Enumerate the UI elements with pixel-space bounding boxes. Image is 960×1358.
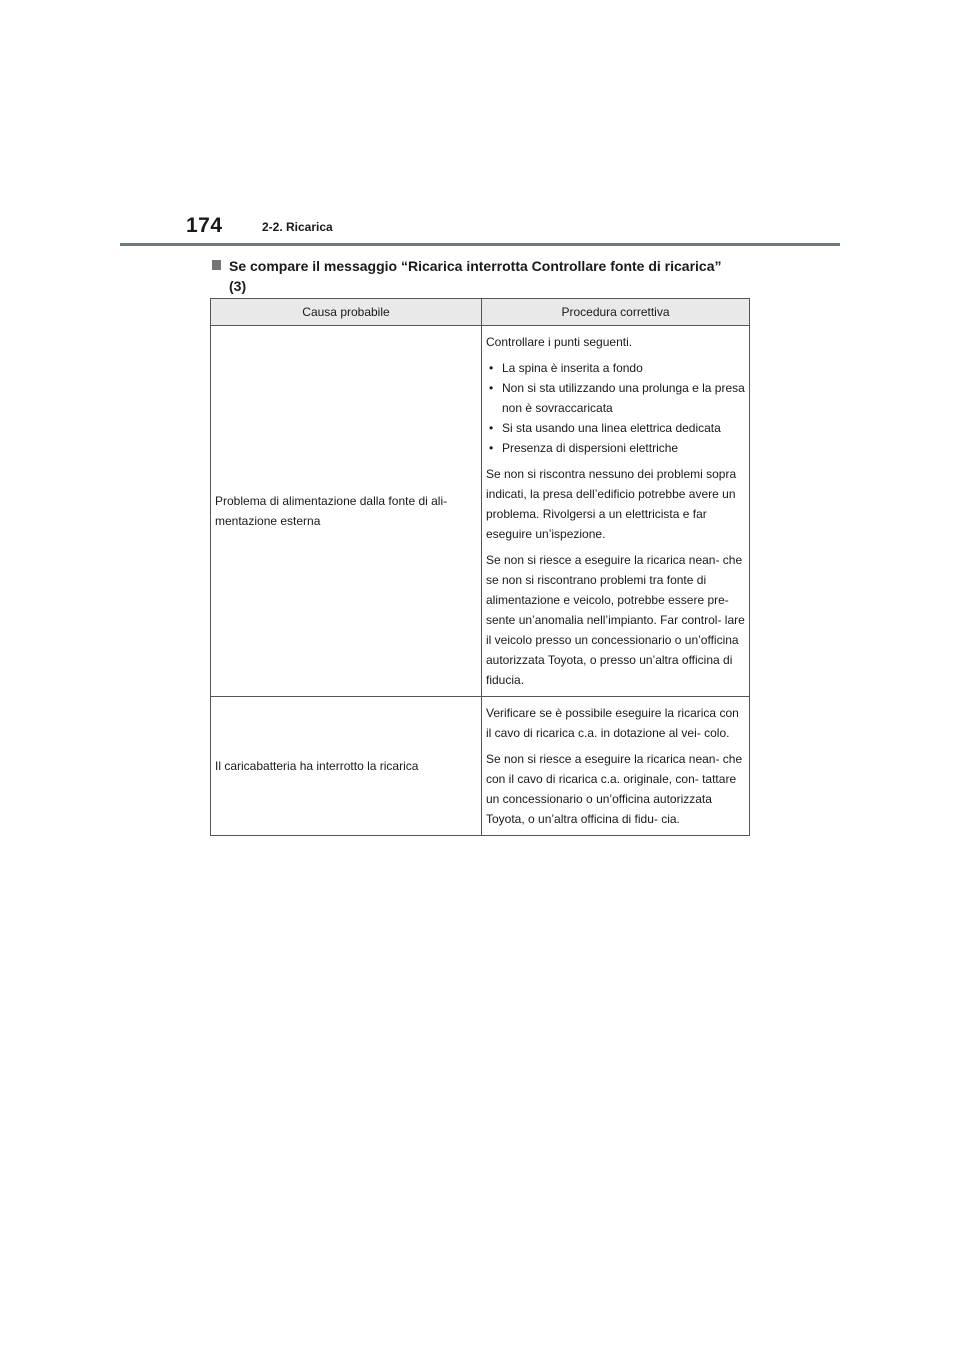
heading-line-2: (3) xyxy=(229,278,247,294)
bullet-dot-icon: • xyxy=(489,441,494,455)
list-item xyxy=(486,418,745,438)
table-row xyxy=(211,326,750,697)
list-item-text: Non si sta utilizzando una prolunga e la presa non è sovraccaricata xyxy=(502,381,745,415)
cause-cell: Il caricabatteria ha interrotto la ricarica xyxy=(211,697,482,836)
check-list xyxy=(486,358,745,458)
procedure-paragraph: Verificare se è possibile eseguire la ricarica con il cavo di ricarica c.a. in dotazione al vei- colo. xyxy=(486,706,739,740)
column-header-cause: Causa probabile xyxy=(211,299,482,326)
list-item-text: Si sta usando una linea elettrica dedicata xyxy=(502,421,721,435)
heading-line-1: Se compare il messaggio “Ricarica interrotta Controllare fonte di ricarica” xyxy=(229,258,722,274)
page-number: 174 xyxy=(186,214,223,237)
square-bullet-icon xyxy=(212,260,221,270)
procedure-cell xyxy=(482,326,750,697)
table-header-row xyxy=(211,299,750,326)
bullet-dot-icon: • xyxy=(489,421,494,435)
header-rule xyxy=(120,243,840,246)
list-item-text: La spina è inserita a fondo xyxy=(502,361,643,375)
troubleshooting-table xyxy=(210,298,750,836)
procedure-cell xyxy=(482,697,750,836)
procedure-paragraph: Se non si riesce a eseguire la ricarica nean- che con il cavo di ricarica c.a. originale, con- tattare un concessionario o un’officina autorizzata Toyota, o un’altra officina di fidu- cia. xyxy=(486,752,743,826)
procedure-paragraph: Se non si riesce a eseguire la ricarica nean- che se non si riscontrano problemi tra fonte di alimentazione e veicolo, potrebbe essere pre- sente un’anomalia nell’impianto. Far control- lare il veicolo presso un concessionario o un’officina autorizzata Toyota, o presso un’altra officina di fiducia. xyxy=(486,553,745,687)
section-label: 2-2. Ricarica xyxy=(262,220,333,234)
procedure-paragraph: Se non si riscontra nessuno dei problemi sopra indicati, la presa dell’edificio potrebbe avere un problema. Rivolgersi a un elettricista e far eseguire un’ispezione. xyxy=(486,467,737,541)
bullet-dot-icon: • xyxy=(489,381,494,395)
table-row xyxy=(211,697,750,836)
cause-cell: Problema di alimentazione dalla fonte di ali- mentazione esterna xyxy=(211,326,482,697)
column-header-procedure: Procedura correttiva xyxy=(482,299,750,326)
list-item-text: Presenza di dispersioni elettriche xyxy=(502,441,679,455)
list-item xyxy=(486,438,745,458)
bullet-dot-icon: • xyxy=(489,361,494,375)
list-item xyxy=(486,358,745,378)
procedure-intro: Controllare i punti seguenti. xyxy=(486,335,633,349)
section-heading xyxy=(212,256,772,296)
list-item xyxy=(486,378,745,418)
